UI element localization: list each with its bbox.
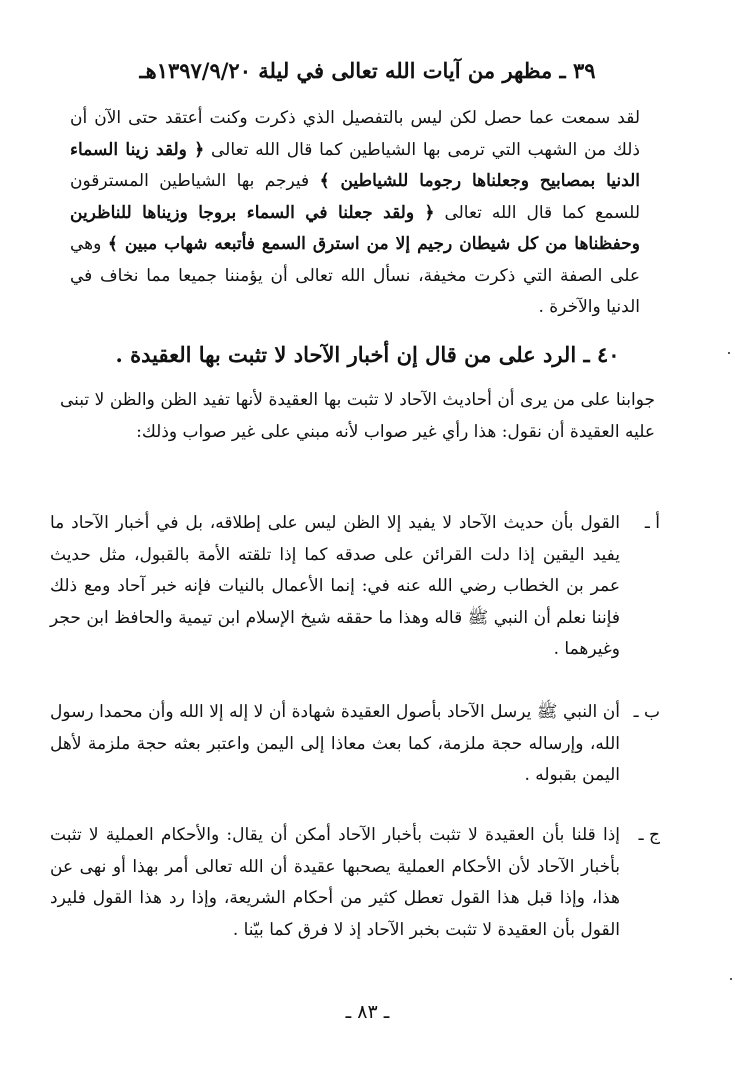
quran-verse-2: ﴿ ولقد جعلنا في السماء بروجا وزيناها للناظرين وحفظناها من كل شيطان رجيم إلا من استرق السمع فأتبعه شهاب مبين ﴾ [70, 202, 641, 254]
list-marker-c: ج ـ [638, 825, 660, 845]
list-marker-b: ب ـ [633, 702, 660, 722]
section-39-title: ٣٩ ـ مظهر من آيات الله تعالى في ليلة ١٣٩٧/٩/٢٠هـ [139, 58, 596, 83]
scan-speck [728, 352, 730, 354]
section-39-text-a: لقد سمعت عما حصل لكن ليس بالتفصيل الذي ذكرت وكنت أعتقد حتى الآن أن ذلك من الشهب التي ترمى بها الشياطين كما قال الله تعالى [70, 108, 640, 160]
list-text-a: القول بأن حديث الآحاد لا يفيد إلا الظن ليس على إطلاقه، بل في أخبار الآحاد ما يفيد اليقين إذا دلت القرائن على صدقه كما إذا تلقته الأمة بالقبول، مثل حديث عمر بن الخطاب رضي الله عنه في: إنما الأعمال بالنيات فإنه خبر آحاد ومع ذلك فإننا نعلم أن النبي ﷺ قاله وهذا ما حققه شيخ الإسلام ابن تيمية والحافظ ابن حجر وغيرهما . [50, 513, 620, 659]
list-text-b: أن النبي ﷺ يرسل الآحاد بأصول العقيدة شهادة أن لا إله إلا الله وأن محمدا رسول الله، وإرساله حجة ملزمة، كما بعث معاذا إلى اليمن واعتبر بعثه حجة ملزمة لأهل اليمن بقبوله . [50, 702, 620, 785]
list-text-c: إذا قلنا بأن العقيدة لا تثبت بأخبار الآحاد أمكن أن يقال: والأحكام العملية لا تثبت بأخبار الآحاد لأن الأحكام العملية يصحبها عقيدة أن الله تعالى أمر بهذا أو نهى عن هذا، وإذا قبل هذا القول تعطل كثير من أحكام الشريعة، وإذا رد هذا القول فليرد القول بأن العقيدة لا تثبت بخبر الآحاد إذ لا فرق كما بيّنا . [50, 825, 620, 940]
quran-verse-1: ﴿ ولقد زينا السماء الدنيا بمصابيح وجعلناها رجوما للشياطين ﴾ [70, 139, 640, 191]
list-item-c [50, 820, 660, 946]
list-item-a [50, 508, 660, 666]
section-39-text-c: وهي على الصفة التي ذكرت مخيفة، نسأل الله تعالى أن يؤمننا جميعا مما نخاف في الدنيا والآخرة . [70, 234, 640, 317]
scan-speck [730, 978, 732, 980]
section-40-intro: جوابنا على من يرى أن أحاديث الآحاد لا تثبت بها العقيدة لأنها تفيد الظن والظن لا تبنى عليه العقيدة أن نقول: هذا رأي غير صواب لأنه مبني على غير صواب وذلك: [60, 390, 655, 442]
list-item-b [50, 697, 660, 792]
section-39-paragraph [70, 103, 640, 324]
page-number: ـ ٨٣ ـ [345, 1001, 390, 1023]
section-40-title: ٤٠ ـ الرد على من قال إن أخبار الآحاد لا تثبت بها العقيدة . [115, 342, 620, 367]
list-marker-a: أ ـ [644, 513, 660, 533]
section-39-text-b: فيرجم بها الشياطين المسترقون للسمع كما قال الله تعالى [70, 171, 640, 223]
